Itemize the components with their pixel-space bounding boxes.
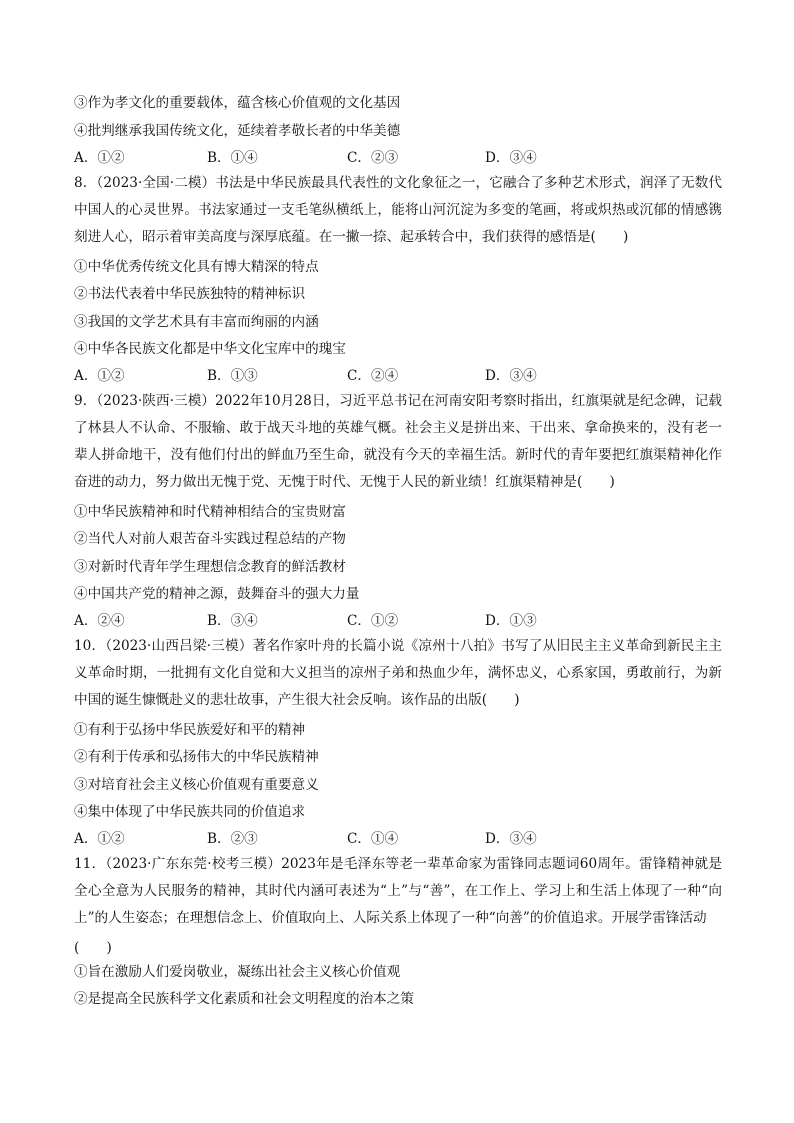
q11-statement-2: ②是提高全民族科学文化素质和社会文明程度的治本之策 <box>74 991 414 1007</box>
q9-statement-2: ②当代人对前人艰苦奋斗实践过程总结的产物 <box>74 531 346 547</box>
q8-statement-4: ④中华各民族文化都是中华文化宝库中的瑰宝 <box>74 341 346 357</box>
option-d: D．①③ <box>485 613 537 629</box>
option-b: B．①④ <box>207 150 258 166</box>
option-c: C．②③ <box>347 150 399 166</box>
option-b: B．①③ <box>207 368 258 384</box>
q8-statement-3: ③我国的文学艺术具有丰富而绚丽的内涵 <box>74 314 319 330</box>
question-8-text: 8．（2023·全国·二模）书法是中华民族最具代表性的文化象征之一，它融合了多种艺术形式，润泽了无数代中国人的心灵世界。书法家通过一支毛笔纵横纸上，能将山河沉淀为多变的笔画，将或炽热或沉郁的情感镌刻进人心，昭示着审美高度与深厚底蕴。在一撇一捺、起承转合中，我们获得的感悟是( ) <box>74 175 722 245</box>
q10-statement-2: ②有利于传承和弘扬伟大的中华民族精神 <box>74 749 319 765</box>
option-a: A．①② <box>74 150 125 166</box>
statement-3: ③作为孝文化的重要载体，蕴含核心价值观的文化基因 <box>74 95 401 111</box>
q10-statement-4: ④集中体现了中华民族共同的价值追求 <box>74 804 306 820</box>
option-d: D．③④ <box>485 150 537 166</box>
q8-statement-1: ①中华优秀传统文化具有博大精深的特点 <box>74 259 319 275</box>
option-d: D．③④ <box>485 368 537 384</box>
question-9-text: 9．（2023·陕西·三模）2022年10月28日，习近平总书记在河南安阳考察时指出，红旗渠就是纪念碑，记载了林县人不认命、不服输、敢于战天斗地的英雄气概。社会主义是拼出来、干出来、拿命换来的，没有老一辈人拼命地干，没有他们付出的鲜血乃至生命，就没有今天的幸福生活。新时代的青年要把红旗渠精神化作奋进的动力，努力做出无愧于党、无愧于时代、无愧于人民的新业绩！红旗渠精神是( ) <box>74 393 722 490</box>
q8-statement-2: ②书法代表着中华民族独特的精神标识 <box>74 286 306 302</box>
q10-statement-3: ③对培育社会主义核心价值观有重要意义 <box>74 777 319 793</box>
option-d: D．③④ <box>485 831 537 847</box>
option-c: C．②④ <box>347 368 399 384</box>
option-c: C．①④ <box>347 831 399 847</box>
option-c: C．①② <box>347 613 399 629</box>
option-b: B．③④ <box>207 613 258 629</box>
q11-statement-1: ①旨在激励人们爱岗敬业，凝练出社会主义核心价值观 <box>74 964 401 980</box>
q10-answer-options <box>74 829 714 849</box>
q9-statement-4: ④中国共产党的精神之源，鼓舞奋斗的强大力量 <box>74 586 360 602</box>
statement-4: ④批判继承我国传统文化，延续着孝敬长者的中华美德 <box>74 123 401 139</box>
option-a: A．②④ <box>74 613 125 629</box>
q11-answer-blank: ( ) <box>74 940 112 956</box>
q9-statement-3: ③对新时代青年学生理想信念教育的鲜活教材 <box>74 559 346 575</box>
q10-statement-1: ①有利于弘扬中华民族爱好和平的精神 <box>74 722 306 738</box>
q9-answer-options <box>74 611 714 631</box>
option-a: A．①② <box>74 368 125 384</box>
question-10-text: 10．（2023·山西吕梁·三模）著名作家叶舟的长篇小说《凉州十八拍》书写了从旧民主主义革命到新民主主义革命时期，一批拥有文化自觉和大义担当的凉州子弟和热血少年，满怀忠义，心系家国，勇敢前行，为新中国的诞生慷慨赴义的悲壮故事，产生很大社会反响。该作品的出版( ) <box>74 638 722 708</box>
q8-answer-options <box>74 366 714 386</box>
option-a: A．①② <box>74 831 125 847</box>
q9-statement-1: ①中华民族精神和时代精神相结合的宝贵财富 <box>74 504 346 520</box>
option-b: B．②③ <box>207 831 258 847</box>
answer-options <box>74 148 714 168</box>
question-11-text: 11．（2023·广东东莞·校考三模）2023年是毛泽东等老一辈革命家为雷锋同志题词60周年。雷锋精神就是全心全意为人民服务的精神，其时代内涵可表述为“上”与“善”，在工作上、学习上和生活上体现了一种“向上”的人生姿态；在理想信念上、价值取向上、人际关系上体现了一种“向善”的价值追求。开展学雷锋活动 <box>74 856 722 926</box>
